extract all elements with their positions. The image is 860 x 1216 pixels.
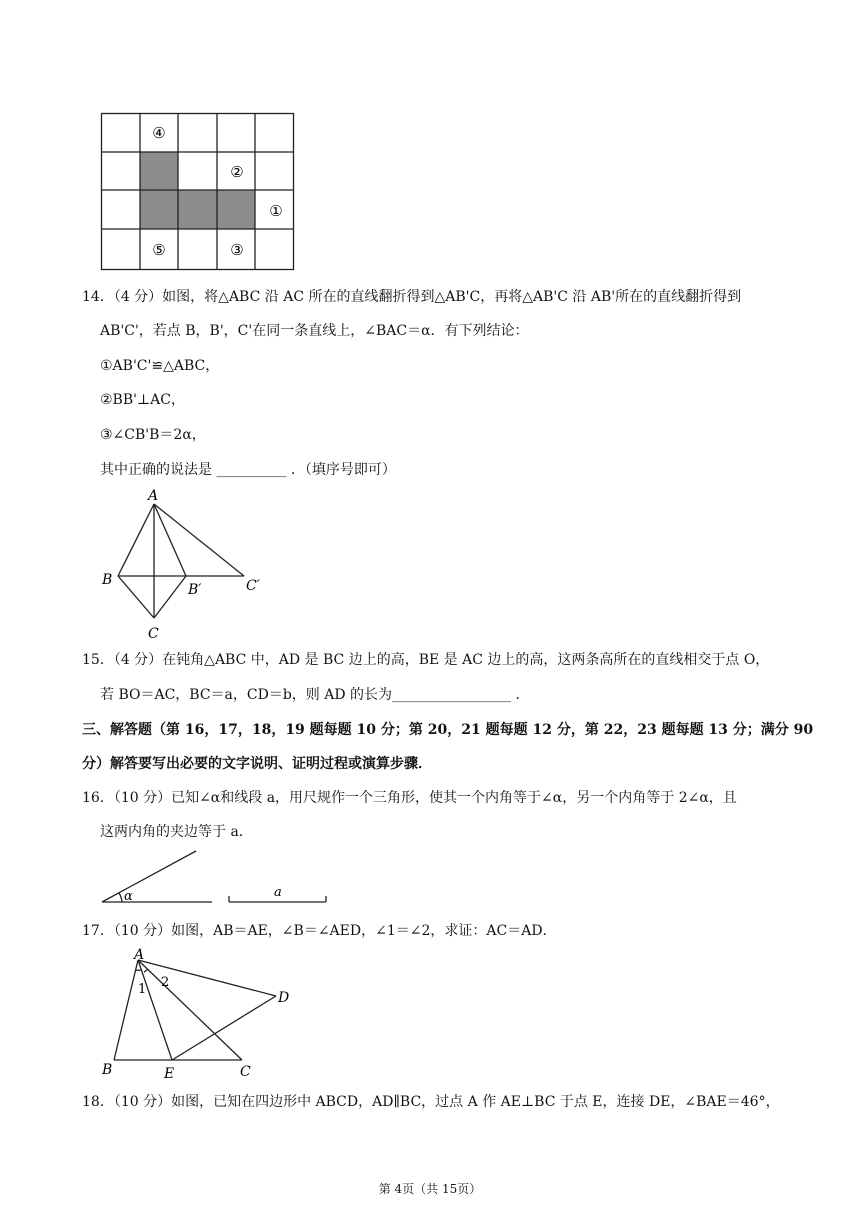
grid-figure: [100, 112, 296, 272]
q17-figure: [98, 948, 298, 1084]
q18-line-1: 18．（10 分）如图，已知在四边形中 ABCD，AD∥BC，过点 A 作 AE⊥BC 于点 E，连接 DE，∠BAE＝46°，: [82, 1094, 780, 1110]
q17-label-1: 1: [138, 982, 147, 997]
segment-AB: [114, 960, 138, 1060]
q17-label-C: C: [240, 1064, 251, 1080]
q14-item-2: ②BB'⊥AC，: [100, 392, 185, 408]
grid-label-4: ④: [152, 124, 166, 142]
q14-line-2: AB'C'，若点 B，B'，C'在同一条直线上，∠BAC＝α．有下列结论：: [100, 323, 529, 339]
q15-line-2: 若 BO＝AC，BC＝a，CD＝b，则 AD 的长为_________________ ．: [100, 687, 530, 703]
grid-label-2: ②: [230, 163, 244, 181]
segment-AC: [138, 960, 242, 1060]
q16-line-2: 这两内角的夹边等于 a．: [100, 824, 253, 840]
q14-item-3: ③∠CB'B＝2α，: [100, 427, 206, 443]
angle-ray-top: [102, 851, 196, 902]
q14-prompt: 其中正确的说法是 __________ ．（填序号即可）: [100, 462, 396, 478]
angle-2-arc: [144, 969, 148, 972]
q14-label-A: A: [148, 488, 159, 504]
q16-line-1: 16．（10 分）已知∠α和线段 a，用尺规作一个三角形，使其一个内角等于∠α，另一个内角等于 2∠α，且: [82, 790, 737, 806]
section-3-line-1: 三、解答题（第 16，17，18，19 题每题 10 分；第 20，21 题每题 12 分，第 22，23 题每题 13 分；满分 90: [82, 722, 814, 738]
segment-ED: [172, 996, 276, 1060]
q15-line-1: 15．（4 分）在钝角△ABC 中，AD 是 BC 边上的高，BE 是 AC 边上的高，这两条高所在的直线相交于点 O，: [82, 652, 770, 668]
q17-label-B: B: [102, 1062, 113, 1078]
q16-figure: [100, 846, 332, 908]
q14-figure: [96, 486, 276, 642]
shaded-cell: [178, 190, 217, 229]
angle-arc: [119, 893, 122, 902]
q17-label-E: E: [164, 1066, 175, 1082]
q16-label-a: a: [274, 885, 282, 900]
q14-label-B-prime: B′: [188, 582, 202, 598]
q14-label-B: B: [102, 572, 113, 588]
q17-label-2: 2: [161, 975, 170, 990]
q17-label-D: D: [278, 990, 290, 1006]
grid-label-1: ①: [269, 202, 283, 220]
segment-AD: [138, 960, 276, 996]
shaded-cell: [140, 152, 178, 190]
q16-label-alpha: α: [124, 889, 133, 904]
q14-item-1: ①AB'C'≌△ABC，: [100, 358, 220, 374]
page-footer: 第 4页（共 15页）: [378, 1182, 482, 1196]
shaded-cell: [217, 190, 255, 229]
shaded-cell: [140, 190, 178, 229]
q14-label-C-prime: C′: [246, 578, 260, 594]
section-3-line-2: 分）解答要写出必要的文字说明、证明过程或演算步骤．: [82, 756, 432, 772]
q14-line-1: 14．（4 分）如图，将△ABC 沿 AC 所在的直线翻折得到△AB'C，再将△AB'C 沿 AB'所在的直线翻折得到: [82, 289, 742, 305]
grid-label-3: ③: [230, 241, 244, 259]
q17-line-1: 17．（10 分）如图，AB＝AE，∠B＝∠AED，∠1＝∠2，求证：AC＝AD．: [82, 923, 557, 939]
grid-label-5: ⑤: [152, 241, 166, 259]
q14-label-C: C: [148, 626, 159, 642]
q17-label-A: A: [134, 948, 145, 963]
